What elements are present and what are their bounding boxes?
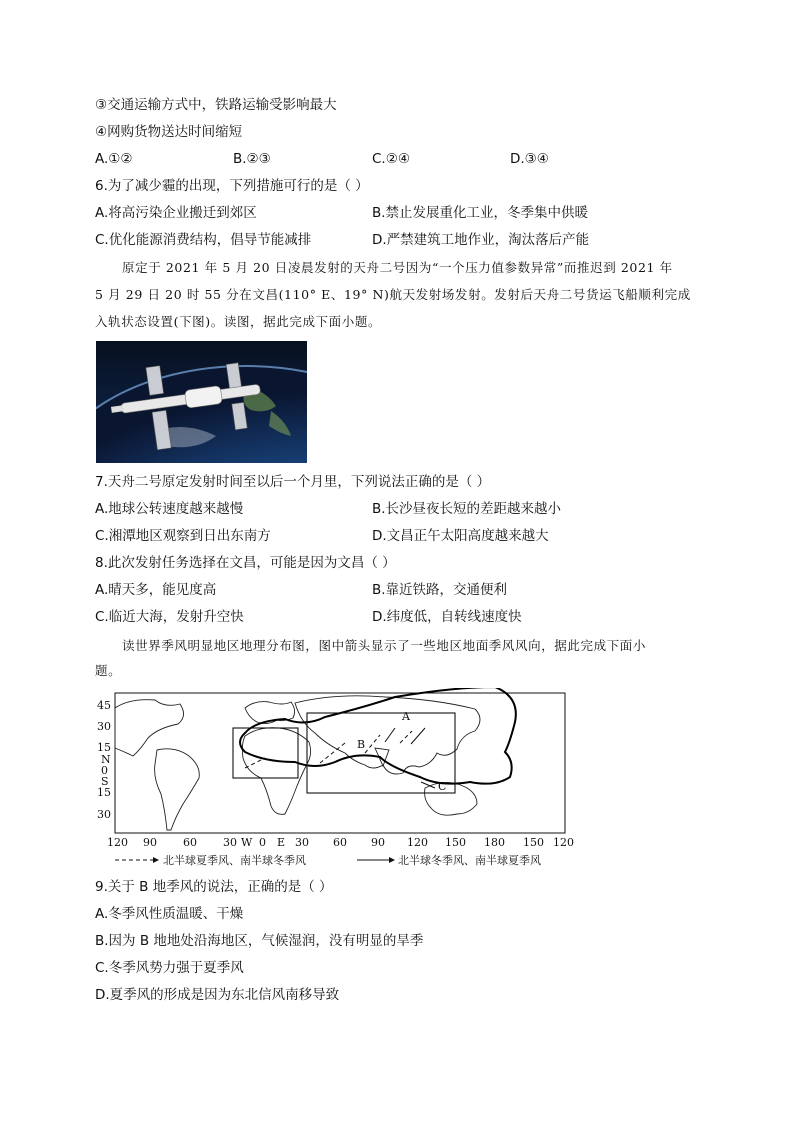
q9-option-b: B.因为 B 地地处沿海地区，气候湿润，没有明显的旱季: [95, 933, 424, 949]
q9-stem: 9.关于 B 地季风的说法，正确的是（ ）: [95, 879, 333, 895]
q6-option-d: D.严禁建筑工地作业，淘汰落后产能: [372, 232, 590, 248]
lat-label: 15: [97, 741, 111, 754]
lat-label: S: [101, 775, 109, 788]
q5-item-4: ④网购货物送达时间缩短: [95, 124, 243, 140]
passage1-line2: 5 月 29 日 20 时 55 分在文昌(110° E、19° N)航天发射场发射。发射后天舟二号货运飞船顺利完成: [95, 287, 691, 302]
q5-item-3: ③交通运输方式中，铁路运输受影响最大: [95, 97, 337, 113]
q8-option-a: A.晴天多，能见度高: [95, 582, 217, 598]
q7-option-b: B.长沙昼夜长短的差距越来越小: [372, 501, 562, 517]
legend-summer-label: 北半球夏季风、南半球冬季风: [163, 854, 306, 867]
q5-option-d: D.③④: [510, 151, 549, 167]
q6-option-b: B.禁止发展重化工业，冬季集中供暖: [372, 205, 589, 221]
lat-label: 30: [97, 808, 111, 821]
q8-option-d: D.纬度低，自转线速度快: [372, 609, 522, 625]
q7-option-a: A.地球公转速度越来越慢: [95, 501, 244, 517]
q7-option-d: D.文昌正午太阳高度越来越大: [372, 528, 549, 544]
q5-option-c: C.②④: [372, 151, 410, 167]
lat-label: 0: [101, 764, 108, 777]
passage1-line1: 原定于 2021 年 5 月 20 日凌晨发射的天舟二号因为“一个压力值参数异常”而推迟到 2021 年: [122, 260, 673, 275]
lon-label: 0: [259, 836, 266, 849]
lon-label: 30: [223, 836, 237, 849]
q7-stem: 7.天舟二号原定发射时间至以后一个月里，下列说法正确的是（ ）: [95, 474, 491, 490]
lon-label: 120: [107, 836, 128, 849]
lat-label: 15: [97, 786, 111, 799]
q9-option-a: A.冬季风性质温暖、干燥: [95, 906, 244, 922]
q7-option-c: C.湘潭地区观察到日出东南方: [95, 528, 271, 544]
monsoon-map: [95, 688, 575, 868]
passage2-line2: 题。: [95, 663, 122, 678]
lon-label: 180: [484, 836, 505, 849]
q6-option-a: A.将高污染企业搬迁到郊区: [95, 205, 257, 221]
q8-stem: 8.此次发射任务选择在文昌，可能是因为文昌（ ）: [95, 555, 396, 571]
lon-label: 120: [407, 836, 428, 849]
lat-label: 30: [97, 720, 111, 733]
q8-option-c: C.临近大海，发射升空快: [95, 609, 244, 625]
lon-label: 60: [183, 836, 197, 849]
q5-option-b: B.②③: [233, 151, 271, 167]
lat-label: N: [101, 753, 111, 766]
q5-option-a: A.①②: [95, 151, 133, 167]
passage2-line1: 读世界季风明显地区地理分布图，图中箭头显示了一些地区地面季风风向，据此完成下面小: [122, 638, 647, 653]
lat-label: 45: [97, 699, 111, 712]
lon-label: 120: [553, 836, 574, 849]
lon-label: 60: [333, 836, 347, 849]
lon-label: 150: [445, 836, 466, 849]
lon-label: E: [277, 836, 286, 849]
space-station-photo: [96, 341, 307, 463]
lon-label: 30: [295, 836, 309, 849]
lon-label: 150: [523, 836, 544, 849]
legend-winter-label: 北半球冬季风、南半球夏季风: [398, 854, 541, 867]
lon-label: 90: [371, 836, 385, 849]
q9-option-c: C.冬季风势力强于夏季风: [95, 960, 244, 976]
region-label-c: C: [438, 780, 447, 793]
region-label-b: B: [357, 738, 366, 751]
q8-option-b: B.靠近铁路，交通便利: [372, 582, 508, 598]
lon-label: W: [241, 836, 253, 849]
passage1-line3: 入轨状态设置(下图)。读图，据此完成下面小题。: [95, 314, 382, 329]
lon-label: 90: [143, 836, 157, 849]
q6-option-c: C.优化能源消费结构，倡导节能减排: [95, 232, 312, 248]
region-label-a: A: [402, 710, 410, 723]
q6-stem: 6.为了减少霾的出现，下列措施可行的是（ ）: [95, 178, 369, 194]
q9-option-d: D.夏季风的形成是因为东北信风南移导致: [95, 987, 340, 1003]
